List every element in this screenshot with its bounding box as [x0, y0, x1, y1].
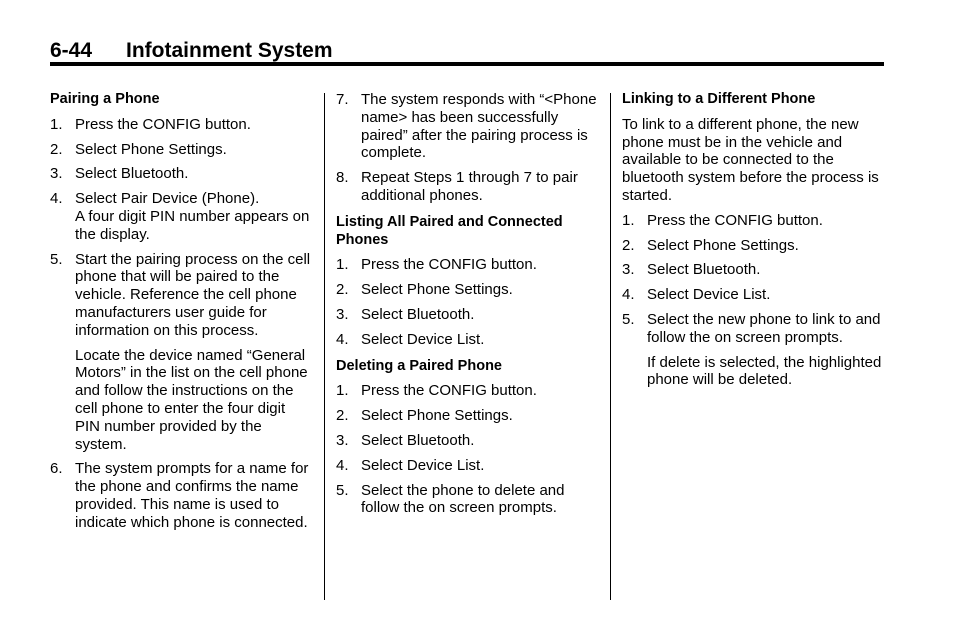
step-text: Select Bluetooth. [361, 305, 475, 323]
column-3 [622, 91, 888, 396]
list-item [622, 237, 888, 255]
step-number: 1. [336, 382, 349, 400]
section-heading-deleting: Deleting a Paired Phone [336, 357, 502, 374]
step-number: 2. [336, 281, 349, 299]
step-number: 5. [50, 250, 63, 268]
step-text: Select Phone Settings. [361, 407, 513, 425]
list-item [50, 460, 312, 531]
list-item [336, 457, 600, 475]
step-note: If delete is selected, the highlighted phone will be deleted. [647, 353, 882, 389]
step-text: Select Device List. [647, 286, 771, 304]
step-text: Select Phone Settings. [75, 140, 227, 158]
list-item [336, 256, 600, 274]
step-number: 3. [336, 305, 349, 323]
step-number: 3. [336, 431, 349, 449]
list-item [336, 407, 600, 425]
list-item [622, 286, 888, 304]
step-number: 1. [50, 115, 63, 133]
list-item [50, 251, 312, 454]
column-2 [336, 91, 600, 524]
step-number: 7. [336, 91, 349, 108]
step-text: Select Bluetooth. [361, 431, 475, 449]
step-text: Press the CONFIG button. [75, 115, 251, 133]
step-number: 8. [336, 169, 349, 187]
step-number: 4. [336, 330, 349, 348]
step-text: Select Device List. [361, 330, 485, 348]
step-text: Select the new phone to link to and follow the on screen prompts. [647, 310, 881, 346]
list-item [622, 311, 888, 389]
list-item [50, 141, 312, 159]
step-number: 2. [622, 236, 635, 254]
step-number: 5. [622, 310, 635, 328]
list-item [622, 212, 888, 230]
section-heading-pairing: Pairing a Phone [50, 91, 160, 107]
step-number: 3. [50, 165, 63, 183]
step-text: Start the pairing process on the cell phone that will be paired to the vehicle. Reference the cell phone manufacturers user guide for information on this process. [75, 250, 311, 339]
step-text: Select Bluetooth. [75, 165, 189, 183]
list-item [336, 169, 600, 205]
section-intro: To link to a different phone, the new phone must be in the vehicle and available to be connected to the bluetooth system before the process is started. [622, 115, 879, 204]
list-item [50, 165, 312, 183]
step-number: 1. [336, 256, 349, 274]
step-subtext: A four digit PIN number appears on the display. [75, 207, 310, 243]
column-divider [610, 93, 611, 600]
deleting-steps [336, 382, 600, 517]
step-text: Select Bluetooth. [647, 261, 761, 279]
list-item [336, 331, 600, 349]
step-number: 4. [50, 190, 63, 208]
step-number: 4. [622, 286, 635, 304]
step-number: 5. [336, 481, 349, 499]
step-text: Select Pair Device (Phone). [75, 190, 260, 208]
pairing-steps-continued [336, 91, 600, 205]
step-text: Press the CONFIG button. [647, 211, 823, 229]
list-item [336, 432, 600, 450]
list-item [50, 116, 312, 134]
step-text: The system responds with “<Phone name> has been successfully paired” after the pairing process is complete. [361, 91, 597, 162]
step-number: 6. [50, 460, 63, 478]
step-text: Press the CONFIG button. [361, 256, 537, 274]
step-note: Locate the device named “General Motors” in the list on the cell phone and follow the instructions on the cell phone to enter the four digit PIN number provided by the system. [75, 346, 308, 453]
page-number: 6-44 [50, 39, 93, 62]
step-number: 4. [336, 456, 349, 474]
step-number: 3. [622, 261, 635, 279]
list-item [336, 91, 600, 162]
step-text: Select Phone Settings. [361, 281, 513, 299]
step-text: Press the CONFIG button. [361, 382, 537, 400]
list-item [336, 382, 600, 400]
step-text: Select the phone to delete and follow the on screen prompts. [361, 481, 565, 517]
pairing-steps [50, 116, 312, 532]
listing-steps [336, 256, 600, 348]
column-divider [324, 93, 325, 600]
step-text: Select Device List. [361, 456, 485, 474]
step-text: The system prompts for a name for the phone and confirms the name provided. This name is used to indicate which phone is connected. [75, 460, 309, 531]
page-title: Infotainment System [126, 39, 333, 62]
section-heading-linking: Linking to a Different Phone [622, 91, 816, 107]
step-text: Select Phone Settings. [647, 236, 799, 254]
step-number: 1. [622, 211, 635, 229]
header-rule [50, 62, 884, 66]
list-item [336, 306, 600, 324]
linking-steps [622, 212, 888, 389]
step-number: 2. [336, 407, 349, 425]
list-item [336, 281, 600, 299]
list-item [336, 482, 600, 518]
step-number: 2. [50, 140, 63, 158]
list-item [622, 261, 888, 279]
step-text: Repeat Steps 1 through 7 to pair additional phones. [361, 169, 578, 204]
section-heading-listing: Listing All Paired and Connected Phones [336, 213, 563, 248]
column-1 [50, 91, 312, 539]
list-item [50, 190, 312, 243]
